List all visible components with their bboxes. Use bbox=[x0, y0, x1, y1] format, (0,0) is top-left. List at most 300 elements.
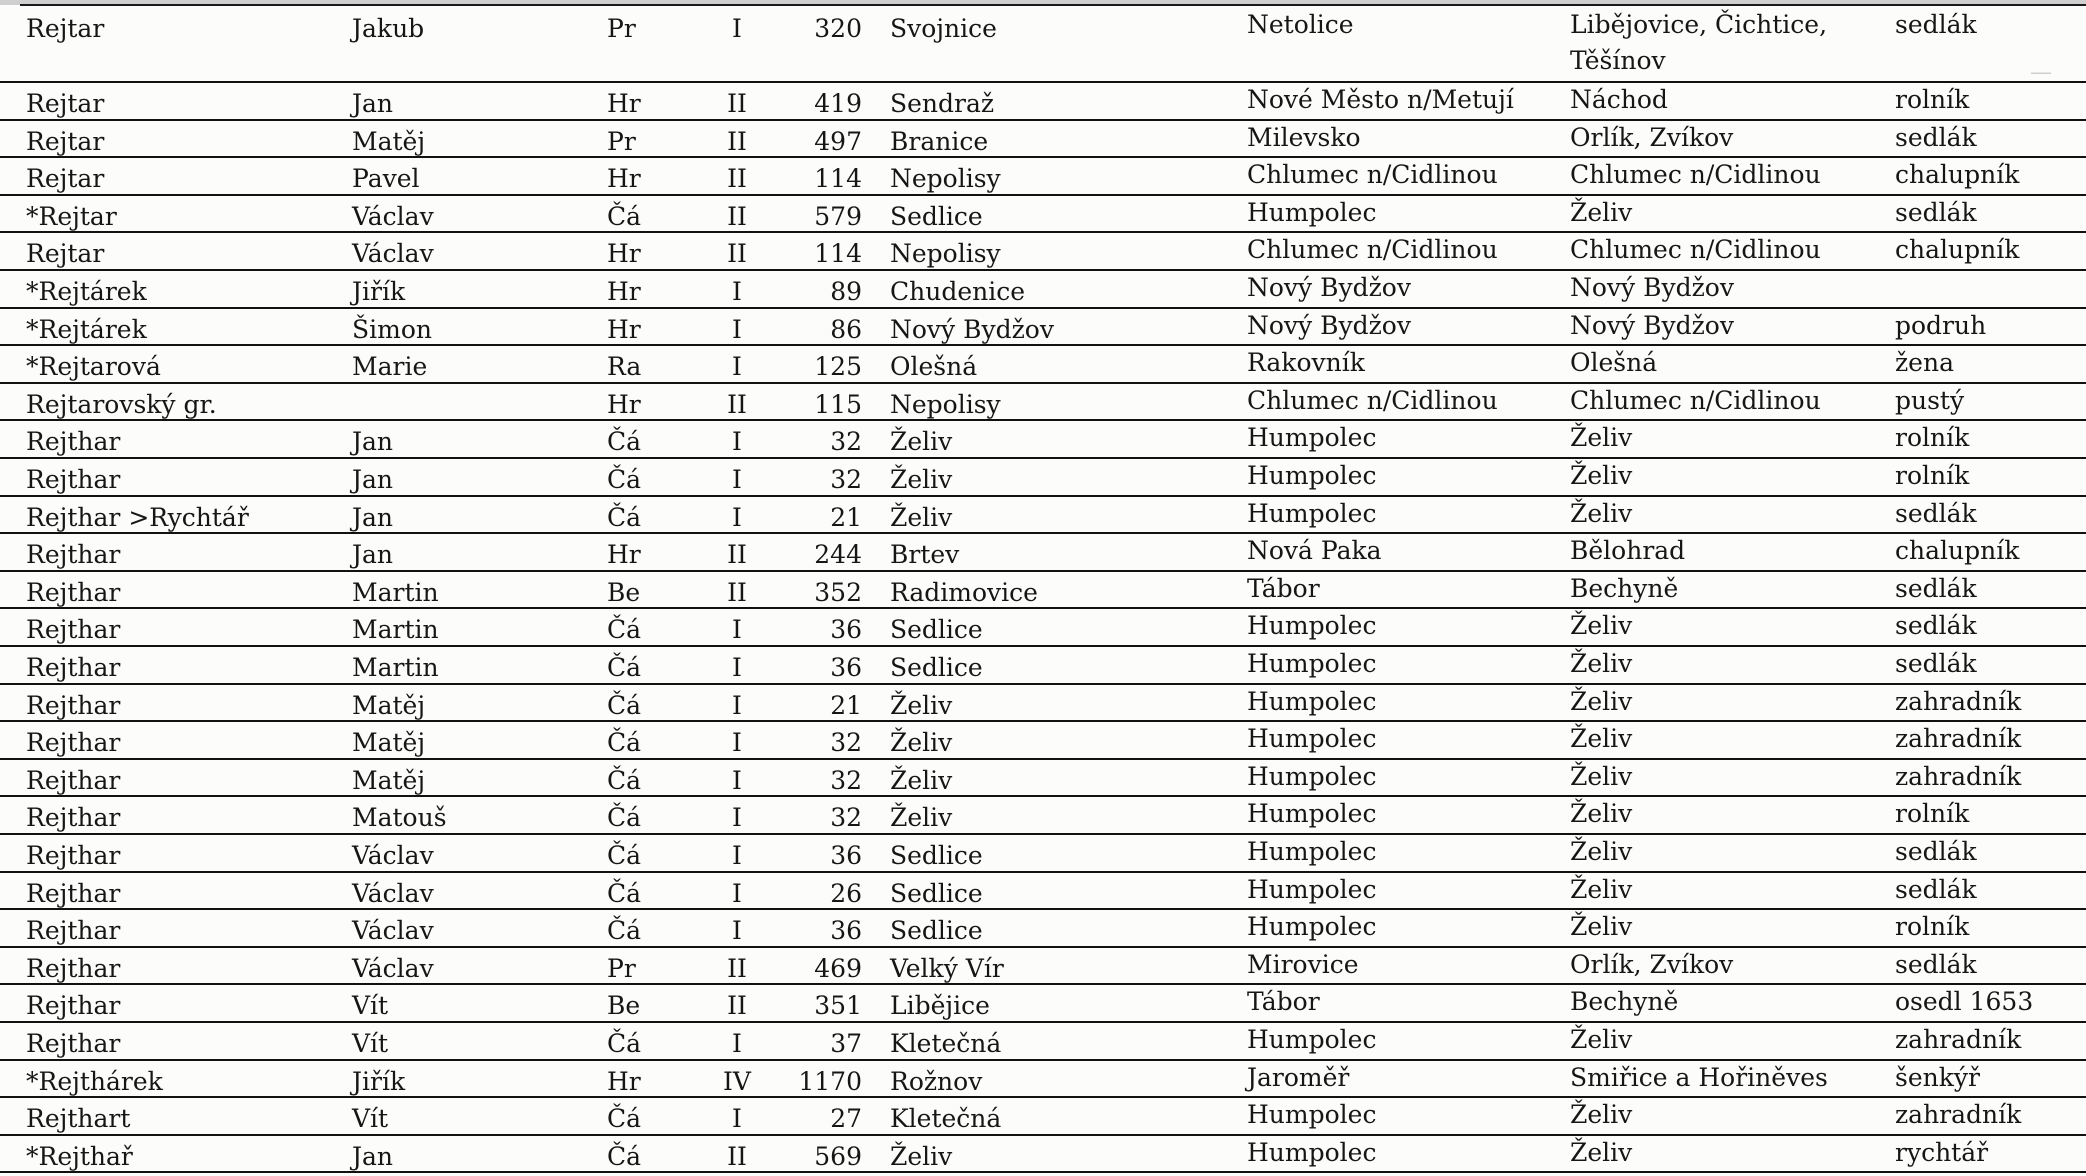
volume-cell: II bbox=[727, 201, 747, 231]
town-cell: Humpolec bbox=[1247, 761, 1377, 791]
given-name-cell: Jan bbox=[352, 502, 394, 532]
region-cell: Pr bbox=[607, 126, 636, 156]
region-cell: Čá bbox=[607, 690, 642, 720]
number-cell: 114 bbox=[814, 164, 862, 194]
number-cell: 320 bbox=[814, 14, 862, 43]
given-name-cell: Jan bbox=[352, 427, 394, 457]
occupation-cell: pustý bbox=[1895, 385, 1965, 415]
number-cell: 36 bbox=[830, 916, 862, 946]
volume-cell: I bbox=[732, 728, 742, 758]
region-cell: Čá bbox=[607, 615, 642, 645]
volume-cell: I bbox=[732, 14, 742, 43]
surname-cell: Rejtarovský gr. bbox=[26, 389, 217, 419]
region-cell: Čá bbox=[607, 878, 642, 908]
volume-cell: I bbox=[732, 277, 742, 306]
volume-cell: II bbox=[727, 239, 747, 269]
village-cell: Nepolisy bbox=[890, 389, 1001, 419]
estate-cell: Želiv bbox=[1570, 423, 1633, 453]
village-cell: Kletečná bbox=[890, 1104, 1002, 1134]
region-cell: Čá bbox=[607, 427, 642, 457]
region-cell: Hr bbox=[607, 89, 641, 118]
estate-cell: Želiv bbox=[1570, 1137, 1633, 1167]
occupation-cell: rolník bbox=[1895, 912, 1970, 942]
number-cell: 36 bbox=[830, 841, 862, 870]
occupation-cell: zahradník bbox=[1895, 724, 2022, 754]
village-cell: Svojnice bbox=[890, 14, 997, 43]
table-row bbox=[0, 873, 2086, 911]
estate-cell: Bechyně bbox=[1570, 573, 1679, 603]
village-cell: Želiv bbox=[890, 765, 953, 795]
table-row bbox=[0, 948, 2086, 986]
town-cell: Chlumec n/Cidlinou bbox=[1247, 235, 1498, 265]
occupation-cell: zahradník bbox=[1895, 1025, 2022, 1054]
surname-cell: Rejthar bbox=[26, 991, 121, 1021]
town-cell: Humpolec bbox=[1247, 686, 1377, 716]
surname-cell: Rejthar bbox=[26, 1029, 121, 1058]
volume-cell: II bbox=[727, 953, 747, 983]
village-cell: Želiv bbox=[890, 502, 953, 532]
number-cell: 21 bbox=[830, 502, 862, 532]
table-row bbox=[0, 83, 2086, 121]
volume-cell: I bbox=[732, 653, 742, 682]
village-cell: Olešná bbox=[890, 352, 978, 382]
surname-cell: Rejthar bbox=[26, 916, 121, 946]
estate-cell: Chlumec n/Cidlinou bbox=[1570, 385, 1821, 415]
surname-cell: Rejthar bbox=[26, 878, 121, 908]
table-row bbox=[0, 609, 2086, 647]
region-cell: Čá bbox=[607, 201, 642, 231]
number-cell: 21 bbox=[830, 690, 862, 720]
region-cell: Ra bbox=[607, 352, 642, 382]
village-cell: Želiv bbox=[890, 690, 953, 720]
region-cell: Hr bbox=[607, 164, 641, 194]
estate-cell: Chlumec n/Cidlinou bbox=[1570, 160, 1821, 190]
occupation-cell: sedlák bbox=[1895, 649, 1977, 678]
occupation-cell: sedlák bbox=[1895, 197, 1977, 227]
village-cell: Želiv bbox=[890, 1141, 953, 1171]
given-name-cell: Matěj bbox=[352, 728, 426, 758]
surname-cell: Rejthar bbox=[26, 577, 121, 607]
table-row bbox=[0, 196, 2086, 234]
table-row bbox=[0, 384, 2086, 422]
village-cell: Chudenice bbox=[890, 277, 1026, 306]
number-cell: 89 bbox=[830, 277, 862, 306]
volume-cell: II bbox=[727, 164, 747, 194]
given-name-cell: Václav bbox=[352, 916, 434, 946]
estate-cell: Orlík, Zvíkov bbox=[1570, 949, 1734, 979]
given-name-cell: Václav bbox=[352, 841, 434, 870]
occupation-cell: chalupník bbox=[1895, 536, 2020, 566]
given-name-cell: Vít bbox=[352, 1029, 389, 1058]
town-cell: Humpolec bbox=[1247, 611, 1377, 641]
given-name-cell: Vít bbox=[352, 991, 389, 1021]
table-row bbox=[0, 835, 2086, 873]
table-row bbox=[0, 534, 2086, 572]
village-cell: Želiv bbox=[890, 728, 953, 758]
estate-cell: Želiv bbox=[1570, 686, 1633, 716]
volume-cell: II bbox=[727, 577, 747, 607]
occupation-cell: sedlák bbox=[1895, 498, 1977, 528]
estate-cell: Orlík, Zvíkov bbox=[1570, 122, 1734, 152]
town-cell: Humpolec bbox=[1247, 724, 1377, 754]
number-cell: 32 bbox=[830, 765, 862, 795]
region-cell: Čá bbox=[607, 1029, 642, 1058]
surname-cell: Rejthar bbox=[26, 803, 121, 833]
surname-cell: *Rejthař bbox=[26, 1141, 133, 1171]
town-cell: Humpolec bbox=[1247, 837, 1377, 866]
volume-cell: II bbox=[727, 89, 747, 118]
number-cell: 351 bbox=[814, 991, 862, 1021]
village-cell: Nový Bydžov bbox=[890, 314, 1054, 344]
volume-cell: II bbox=[727, 389, 747, 419]
occupation-cell: rolník bbox=[1895, 423, 1970, 453]
region-cell: Čá bbox=[607, 502, 642, 532]
volume-cell: I bbox=[732, 427, 742, 457]
given-name-cell: Matěj bbox=[352, 690, 426, 720]
village-cell: Sedlice bbox=[890, 615, 983, 645]
estate-cell: Želiv bbox=[1570, 837, 1633, 866]
estate-cell: Chlumec n/Cidlinou bbox=[1570, 235, 1821, 265]
village-cell: Nepolisy bbox=[890, 239, 1001, 269]
village-cell: Brtev bbox=[890, 540, 960, 570]
town-cell: Humpolec bbox=[1247, 874, 1377, 904]
village-cell: Velký Vír bbox=[890, 953, 1004, 983]
table-row bbox=[0, 1023, 2086, 1061]
table-row bbox=[0, 1098, 2086, 1136]
region-cell: Be bbox=[607, 577, 641, 607]
village-cell: Želiv bbox=[890, 427, 953, 457]
surname-cell: Rejthar bbox=[26, 540, 121, 570]
number-cell: 26 bbox=[830, 878, 862, 908]
volume-cell: I bbox=[732, 352, 742, 382]
table-row bbox=[0, 121, 2086, 159]
town-cell: Humpolec bbox=[1247, 799, 1377, 829]
town-cell: Humpolec bbox=[1247, 498, 1377, 528]
region-cell: Hr bbox=[607, 540, 641, 570]
given-name-cell: Jiřík bbox=[352, 1066, 406, 1096]
given-name-cell: Václav bbox=[352, 239, 434, 269]
region-cell: Hr bbox=[607, 314, 641, 344]
surname-cell: Rejthar bbox=[26, 841, 121, 870]
region-cell: Čá bbox=[607, 653, 642, 682]
number-cell: 419 bbox=[814, 89, 862, 118]
surname-cell: *Rejthárek bbox=[26, 1066, 163, 1096]
table-row bbox=[0, 8, 2086, 83]
table-row bbox=[0, 459, 2086, 497]
number-cell: 32 bbox=[830, 728, 862, 758]
region-cell: Hr bbox=[607, 1066, 641, 1096]
village-cell: Sedlice bbox=[890, 916, 983, 946]
town-cell: Rakovník bbox=[1247, 348, 1365, 378]
region-cell: Čá bbox=[607, 916, 642, 946]
given-name-cell: Jan bbox=[352, 89, 394, 118]
estate-cell: Libějovice, Čichtice, bbox=[1570, 10, 1828, 39]
region-cell: Pr bbox=[607, 953, 636, 983]
number-cell: 115 bbox=[814, 389, 862, 419]
occupation-cell: rychtář bbox=[1895, 1137, 1989, 1167]
village-cell: Sedlice bbox=[890, 201, 983, 231]
surname-cell: Rejthar bbox=[26, 427, 121, 457]
region-cell: Čá bbox=[607, 841, 642, 870]
occupation-cell: chalupník bbox=[1895, 160, 2020, 190]
given-name-cell: Jiřík bbox=[352, 277, 406, 306]
occupation-cell: osedl 1653 bbox=[1895, 987, 2034, 1017]
occupation-cell: sedlák bbox=[1895, 573, 1977, 603]
table-row bbox=[0, 797, 2086, 835]
occupation-cell: rolník bbox=[1895, 85, 1970, 114]
table-row bbox=[0, 722, 2086, 760]
estate-cell: Želiv bbox=[1570, 498, 1633, 528]
village-cell: Radimovice bbox=[890, 577, 1038, 607]
surname-cell: Rejtar bbox=[26, 164, 105, 194]
surname-cell: Rejthart bbox=[26, 1104, 131, 1134]
occupation-cell: šenkýř bbox=[1895, 1062, 1980, 1092]
occupation-cell: sedlák bbox=[1895, 10, 1977, 39]
surname-cell: Rejthar bbox=[26, 690, 121, 720]
number-cell: 244 bbox=[814, 540, 862, 570]
occupation-cell: sedlák bbox=[1895, 874, 1977, 904]
number-cell: 469 bbox=[814, 953, 862, 983]
surname-cell: Rejtar bbox=[26, 89, 105, 118]
town-cell: Tábor bbox=[1247, 987, 1320, 1017]
volume-cell: I bbox=[732, 803, 742, 833]
estate-cell: Želiv bbox=[1570, 461, 1633, 490]
number-cell: 32 bbox=[830, 427, 862, 457]
volume-cell: II bbox=[727, 1141, 747, 1171]
town-cell: Chlumec n/Cidlinou bbox=[1247, 385, 1498, 415]
number-cell: 125 bbox=[814, 352, 862, 382]
table-row bbox=[0, 271, 2086, 309]
surname-cell: Rejthar bbox=[26, 728, 121, 758]
occupation-cell: chalupník bbox=[1895, 235, 2020, 265]
number-cell: 27 bbox=[830, 1104, 862, 1134]
given-name-cell: Václav bbox=[352, 953, 434, 983]
surname-cell: Rejthar bbox=[26, 653, 121, 682]
number-cell: 579 bbox=[814, 201, 862, 231]
volume-cell: I bbox=[732, 314, 742, 344]
estate-cell: Bechyně bbox=[1570, 987, 1679, 1017]
table-row bbox=[0, 760, 2086, 798]
estate-cell: Smiřice a Hořiněves bbox=[1570, 1062, 1828, 1092]
village-cell: Sedlice bbox=[890, 878, 983, 908]
region-cell: Hr bbox=[607, 389, 641, 419]
volume-cell: I bbox=[732, 1029, 742, 1058]
occupation-cell: zahradník bbox=[1895, 761, 2022, 791]
town-cell: Milevsko bbox=[1247, 122, 1361, 152]
surname-cell: *Rejtarová bbox=[26, 352, 161, 382]
surname-cell: Rejtar bbox=[26, 126, 105, 156]
village-cell: Branice bbox=[890, 126, 989, 156]
table-row bbox=[0, 572, 2086, 610]
volume-cell: I bbox=[732, 1104, 742, 1134]
table-row bbox=[0, 647, 2086, 685]
volume-cell: I bbox=[732, 615, 742, 645]
volume-cell: I bbox=[732, 502, 742, 532]
number-cell: 32 bbox=[830, 803, 862, 833]
number-cell: 569 bbox=[814, 1141, 862, 1171]
surname-cell: Rejthar >Rychtář bbox=[26, 502, 249, 532]
village-cell: Nepolisy bbox=[890, 164, 1001, 194]
number-cell: 352 bbox=[814, 577, 862, 607]
table-row bbox=[0, 910, 2086, 948]
estate-cell: Želiv bbox=[1570, 761, 1633, 791]
number-cell: 32 bbox=[830, 465, 862, 494]
volume-cell: I bbox=[732, 916, 742, 946]
volume-cell: I bbox=[732, 878, 742, 908]
region-cell: Čá bbox=[607, 728, 642, 758]
region-cell: Be bbox=[607, 991, 641, 1021]
surname-cell: *Rejtárek bbox=[26, 314, 147, 344]
town-cell: Humpolec bbox=[1247, 1137, 1377, 1167]
given-name-cell: Vít bbox=[352, 1104, 389, 1134]
village-cell: Rožnov bbox=[890, 1066, 983, 1096]
town-cell: Nový Bydžov bbox=[1247, 310, 1411, 340]
occupation-cell: sedlák bbox=[1895, 837, 1977, 866]
town-cell: Humpolec bbox=[1247, 649, 1377, 678]
estate-cell: Želiv bbox=[1570, 197, 1633, 227]
town-cell: Humpolec bbox=[1247, 461, 1377, 490]
occupation-cell: rolník bbox=[1895, 799, 1970, 829]
village-cell: Želiv bbox=[890, 465, 953, 494]
village-cell: Sedlice bbox=[890, 841, 983, 870]
number-cell: 36 bbox=[830, 615, 862, 645]
table-row bbox=[0, 985, 2086, 1023]
region-cell: Čá bbox=[607, 1141, 642, 1171]
given-name-cell: Pavel bbox=[352, 164, 420, 194]
town-cell: Humpolec bbox=[1247, 197, 1377, 227]
given-name-cell: Jan bbox=[352, 540, 394, 570]
occupation-cell: sedlák bbox=[1895, 611, 1977, 641]
table-row bbox=[0, 421, 2086, 459]
region-cell: Čá bbox=[607, 465, 642, 494]
given-name-cell: Václav bbox=[352, 878, 434, 908]
show-through-text: — bbox=[2030, 60, 2052, 85]
estate-cell: Želiv bbox=[1570, 649, 1633, 678]
town-cell: Nová Paka bbox=[1247, 536, 1382, 566]
surname-cell: Rejthar bbox=[26, 765, 121, 795]
table-row bbox=[0, 158, 2086, 196]
surname-cell: Rejthar bbox=[26, 615, 121, 645]
estate-cell: Želiv bbox=[1570, 799, 1633, 829]
given-name-cell: Jakub bbox=[352, 14, 425, 43]
number-cell: 86 bbox=[830, 314, 862, 344]
volume-cell: I bbox=[732, 465, 742, 494]
town-cell: Nový Bydžov bbox=[1247, 273, 1411, 302]
given-name-cell: Matouš bbox=[352, 803, 447, 833]
estate-cell: Želiv bbox=[1570, 724, 1633, 754]
table-row bbox=[0, 497, 2086, 535]
table-row bbox=[0, 233, 2086, 271]
table-row bbox=[0, 346, 2086, 384]
village-cell: Kletečná bbox=[890, 1029, 1002, 1058]
estate-cell: Nový Bydžov bbox=[1570, 273, 1734, 302]
surname-cell: *Rejtar bbox=[26, 201, 117, 231]
village-cell: Želiv bbox=[890, 803, 953, 833]
estate-cell: Želiv bbox=[1570, 912, 1633, 942]
town-cell: Jaroměř bbox=[1247, 1062, 1350, 1092]
town-cell: Mirovice bbox=[1247, 949, 1359, 979]
table-row bbox=[0, 1061, 2086, 1099]
region-cell: Čá bbox=[607, 765, 642, 795]
occupation-cell: zahradník bbox=[1895, 686, 2022, 716]
occupation-cell: žena bbox=[1895, 348, 1954, 378]
region-cell: Pr bbox=[607, 14, 636, 43]
region-cell: Hr bbox=[607, 277, 641, 306]
estate-cell: Želiv bbox=[1570, 1025, 1633, 1054]
region-cell: Čá bbox=[607, 1104, 642, 1134]
occupation-cell: zahradník bbox=[1895, 1100, 2022, 1130]
given-name-cell: Jan bbox=[352, 1141, 394, 1171]
estate-cell: Náchod bbox=[1570, 85, 1668, 114]
estate-cell: Nový Bydžov bbox=[1570, 310, 1734, 340]
town-cell: Chlumec n/Cidlinou bbox=[1247, 160, 1498, 190]
given-name-cell: Šimon bbox=[352, 314, 432, 344]
occupation-cell: sedlák bbox=[1895, 122, 1977, 152]
town-cell: Humpolec bbox=[1247, 423, 1377, 453]
volume-cell: I bbox=[732, 841, 742, 870]
given-name-cell: Jan bbox=[352, 465, 394, 494]
number-cell: 1170 bbox=[798, 1066, 862, 1096]
given-name-cell: Martin bbox=[352, 653, 439, 682]
volume-cell: II bbox=[727, 126, 747, 156]
estate-cell: Bělohrad bbox=[1570, 536, 1686, 566]
given-name-cell: Matěj bbox=[352, 126, 426, 156]
town-cell: Netolice bbox=[1247, 10, 1354, 39]
given-name-cell: Martin bbox=[352, 577, 439, 607]
town-cell: Nové Město n/Metují bbox=[1247, 85, 1514, 114]
occupation-cell: sedlák bbox=[1895, 949, 1977, 979]
number-cell: 36 bbox=[830, 653, 862, 682]
town-cell: Humpolec bbox=[1247, 1025, 1377, 1054]
town-cell: Humpolec bbox=[1247, 1100, 1377, 1130]
number-cell: 497 bbox=[814, 126, 862, 156]
surname-cell: Rejtar bbox=[26, 14, 105, 43]
number-cell: 37 bbox=[830, 1029, 862, 1058]
town-cell: Humpolec bbox=[1247, 912, 1377, 942]
village-cell: Libějice bbox=[890, 991, 990, 1021]
table-row bbox=[0, 1136, 2086, 1174]
number-cell: 114 bbox=[814, 239, 862, 269]
village-cell: Sedlice bbox=[890, 653, 983, 682]
region-cell: Čá bbox=[607, 803, 642, 833]
top-rule bbox=[20, 4, 2086, 6]
estate-cell: Želiv bbox=[1570, 874, 1633, 904]
volume-cell: I bbox=[732, 765, 742, 795]
estate-cell: Olešná bbox=[1570, 348, 1658, 378]
estate-cell-continued: Těšínov bbox=[1570, 46, 1666, 75]
volume-cell: I bbox=[732, 690, 742, 720]
surname-cell: Rejthar bbox=[26, 465, 121, 494]
surname-cell: Rejtar bbox=[26, 239, 105, 269]
given-name-cell: Matěj bbox=[352, 765, 426, 795]
volume-cell: II bbox=[727, 540, 747, 570]
given-name-cell: Martin bbox=[352, 615, 439, 645]
volume-cell: IV bbox=[723, 1066, 751, 1096]
estate-cell: Želiv bbox=[1570, 1100, 1633, 1130]
town-cell: Tábor bbox=[1247, 573, 1320, 603]
volume-cell: II bbox=[727, 991, 747, 1021]
surname-cell: Rejthar bbox=[26, 953, 121, 983]
given-name-cell: Václav bbox=[352, 201, 434, 231]
table-row bbox=[0, 309, 2086, 347]
occupation-cell: rolník bbox=[1895, 461, 1970, 490]
given-name-cell: Marie bbox=[352, 352, 428, 382]
occupation-cell: podruh bbox=[1895, 310, 1987, 340]
village-cell: Sendraž bbox=[890, 89, 995, 118]
table-row bbox=[0, 685, 2086, 723]
region-cell: Hr bbox=[607, 239, 641, 269]
estate-cell: Želiv bbox=[1570, 611, 1633, 641]
